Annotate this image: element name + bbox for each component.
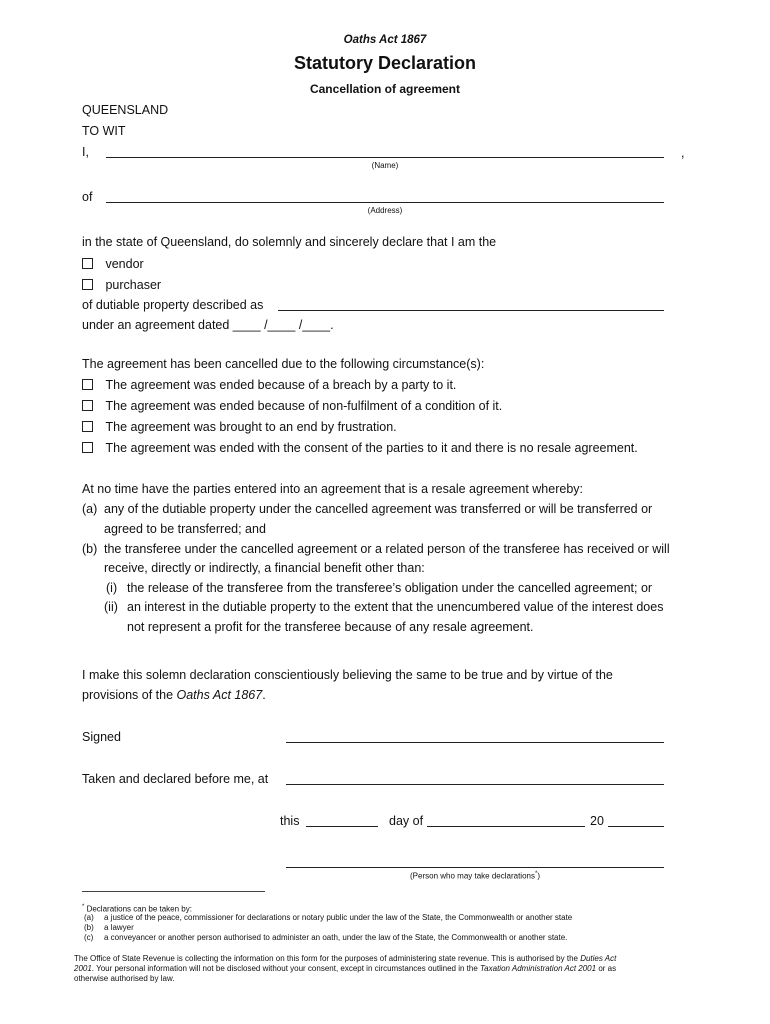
solemn-line1: I make this solemn declaration conscientiously believing the same to be true and by virtue of the: [82, 668, 613, 682]
signed-label: Signed: [82, 730, 121, 744]
clause-b-marker: (b): [82, 542, 98, 556]
purchaser-label: purchaser: [105, 278, 162, 292]
frustration-label: The agreement was brought to an end by frustration.: [105, 420, 397, 434]
clause-i-line: the release of the transferee from the transferee’s obligation under the cancelled agreement; or: [127, 581, 653, 595]
taken-label: Taken and declared before me, at: [82, 772, 269, 786]
clause-a-line2: agreed to be transferred; and: [104, 522, 266, 536]
clause-i-marker: (i): [106, 581, 118, 595]
footnote-item-c-marker: (c): [84, 933, 94, 942]
clause-a-marker: (a): [82, 502, 98, 516]
day-of-label: day of: [389, 814, 424, 828]
agreement-date[interactable]: under an agreement dated ____ /____ /____.: [82, 318, 334, 332]
address-field[interactable]: [106, 202, 664, 203]
clause-ii-line2: not represent a profit for the transferee because of any resale agreement.: [127, 620, 534, 634]
footnote-item-b: a lawyer: [104, 923, 134, 932]
clause-ii-marker: (ii): [104, 600, 118, 614]
address-label: of: [82, 190, 93, 204]
to-wit-label: TO WIT: [82, 124, 126, 138]
name-comma: ,: [681, 146, 685, 160]
footnote-heading: * Declarations can be taken by:: [82, 904, 192, 914]
privacy-line1: The Office of State Revenue is collecting the information on this form for the purposes of administering state revenue. This is authorised by the Duties Act: [74, 954, 617, 963]
vendor-label: vendor: [105, 257, 144, 271]
witness-caption: (Person who may take declarations*): [410, 871, 540, 881]
clause-b-line1: the transferee under the cancelled agreement or a related person of the transferee has received or will: [104, 542, 670, 556]
vendor-option[interactable]: [82, 257, 144, 271]
declare-text: in the state of Queensland, do solemnly and sincerely declare that I am the: [82, 235, 497, 249]
year-prefix: 20: [590, 814, 604, 828]
cancellation-intro: The agreement has been cancelled due to the following circumstance(s):: [82, 357, 485, 371]
footnote-item-b-marker: (b): [84, 923, 94, 932]
property-field[interactable]: [278, 310, 664, 311]
consent-label: The agreement was ended with the consent of the parties to it and there is no resale agreement.: [105, 441, 638, 455]
clause-a-line1: any of the dutiable property under the cancelled agreement was transferred or will be transferred or: [104, 502, 653, 516]
non-fulfilment-checkbox[interactable]: [82, 400, 93, 411]
name-label: I,: [82, 145, 89, 159]
purchaser-checkbox[interactable]: [82, 279, 93, 290]
breach-label: The agreement was ended because of a breach by a party to it.: [105, 378, 457, 392]
resale-intro: At no time have the parties entered into an agreement that is a resale agreement whereby:: [82, 482, 583, 496]
signature-field[interactable]: [286, 742, 664, 743]
non-fulfilment-label: The agreement was ended because of non-fulfilment of a condition of it.: [105, 399, 503, 413]
frustration-option[interactable]: [82, 420, 397, 434]
state-label: QUEENSLAND: [82, 103, 169, 117]
footnote-rule: [82, 891, 265, 892]
purchaser-option[interactable]: [82, 278, 161, 292]
clause-ii-line1: an interest in the dutiable property to the extent that the unencumbered value of the interest does: [127, 600, 664, 614]
vendor-checkbox[interactable]: [82, 258, 93, 269]
frustration-checkbox[interactable]: [82, 421, 93, 432]
solemn-line2: provisions of the Oaths Act 1867.: [82, 688, 266, 702]
place-field[interactable]: [286, 784, 664, 785]
month-field[interactable]: [427, 826, 585, 827]
this-label: this: [280, 814, 300, 828]
clause-b-line2: receive, directly or indirectly, a financial benefit other than:: [104, 561, 425, 575]
page-subtitle: Cancellation of agreement: [309, 82, 461, 96]
privacy-line3: otherwise authorised by law.: [74, 974, 175, 983]
footnote-item-a-marker: (a): [84, 913, 94, 922]
address-caption: (Address): [367, 206, 403, 215]
consent-option[interactable]: [82, 441, 638, 455]
breach-option[interactable]: [82, 378, 456, 392]
name-field[interactable]: [106, 157, 664, 158]
act-heading: Oaths Act 1867: [343, 34, 427, 46]
day-field[interactable]: [306, 826, 378, 827]
witness-signature-field[interactable]: [286, 867, 664, 868]
privacy-line2: 2001. Your personal information will not be disclosed without your consent, except in circumstances outlined in the Taxation Administration Act 2001 or as: [74, 964, 617, 973]
non-fulfilment-option[interactable]: [82, 399, 502, 413]
name-caption: (Name): [371, 161, 399, 170]
property-label: of dutiable property described as: [82, 298, 264, 312]
year-field[interactable]: [608, 826, 664, 827]
consent-checkbox[interactable]: [82, 442, 93, 453]
page-title: Statutory Declaration: [293, 53, 477, 73]
footnote-item-c: a conveyancer or another person authorised to administer an oath, under the law of the State, the Commonwealth or another state.: [104, 933, 568, 942]
footnote-item-a: a justice of the peace, commissioner for declarations or notary public under the law of the State, the Commonwealth or another state: [104, 913, 573, 922]
breach-checkbox[interactable]: [82, 379, 93, 390]
